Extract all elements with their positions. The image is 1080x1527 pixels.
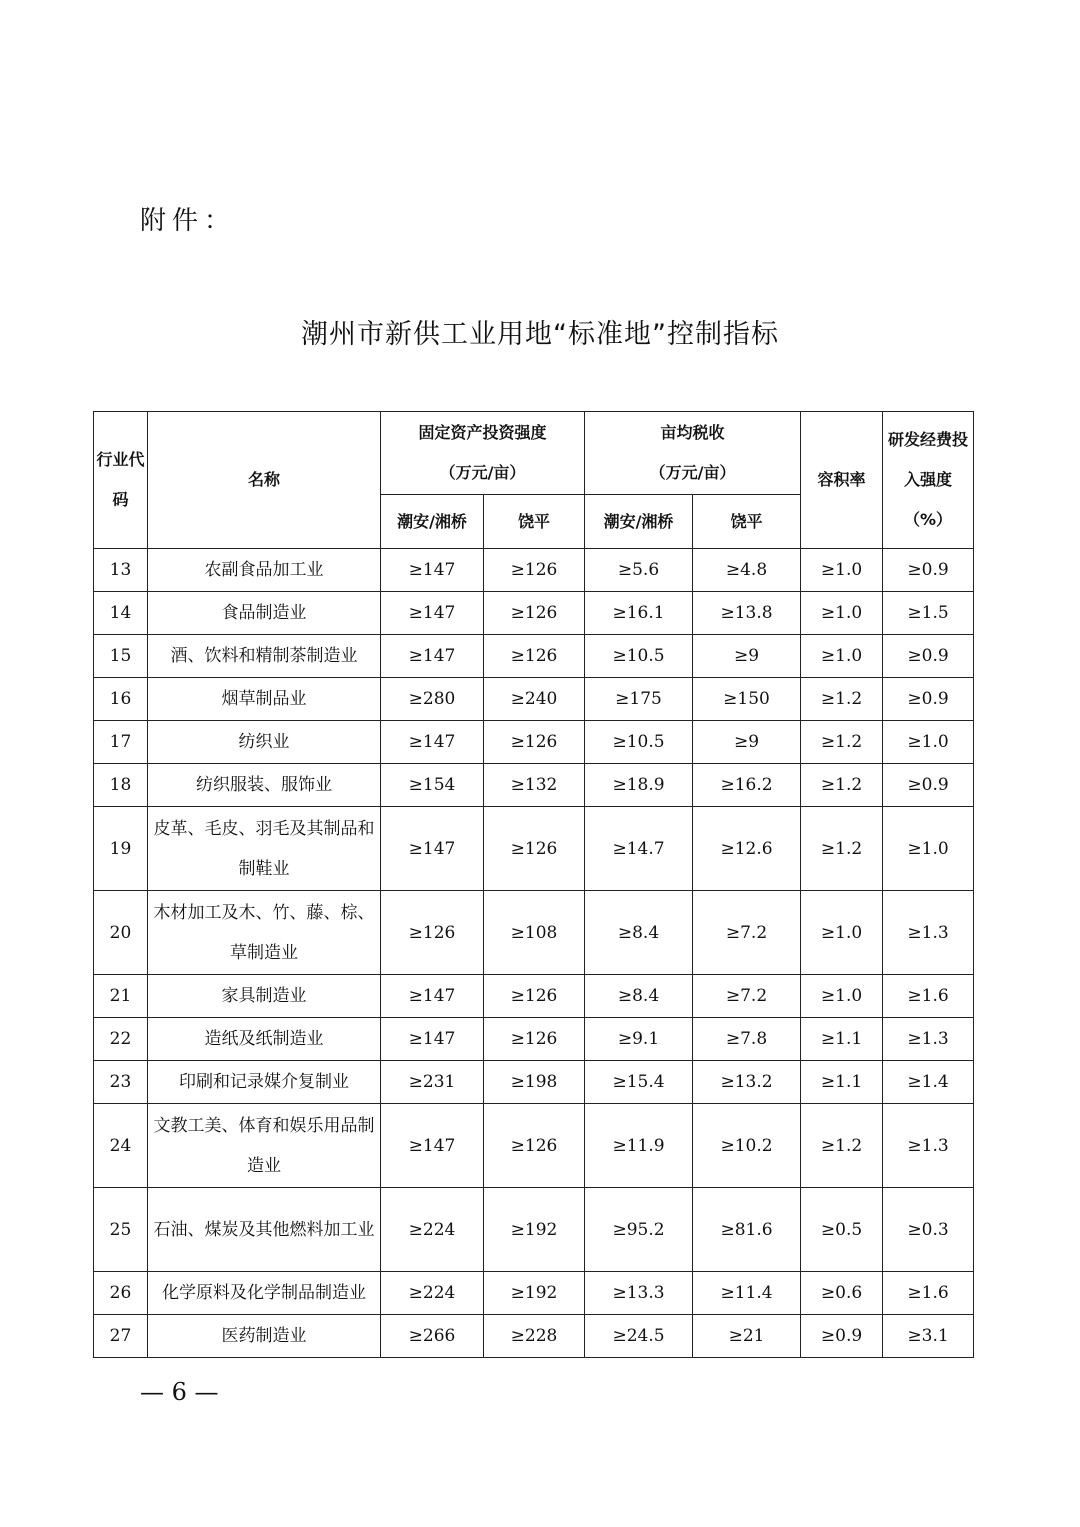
cell-tax-region-a: ≥18.9 [585,764,693,807]
cell-investment-region-b: ≥126 [484,549,585,592]
cell-investment-region-a: ≥147 [381,1104,484,1188]
cell-name: 纺织服装、服饰业 [148,764,381,807]
cell-name: 木材加工及木、竹、藤、棕、草制造业 [148,891,381,975]
cell-rd-intensity: ≥1.3 [883,1104,974,1188]
cell-code: 25 [94,1188,148,1272]
cell-name: 农副食品加工业 [148,549,381,592]
document-title: 潮州市新供工业用地“标准地”控制指标 [301,319,779,350]
cell-investment-region-a: ≥147 [381,975,484,1018]
cell-code: 14 [94,592,148,635]
header-investment-unit: （万元/亩） [439,463,526,482]
cell-tax-region-b: ≥150 [693,678,801,721]
cell-rd-intensity: ≥1.3 [883,1018,974,1061]
cell-rd-intensity: ≥1.6 [883,975,974,1018]
cell-tax-region-b: ≥21 [693,1315,801,1358]
cell-rd-intensity: ≥1.0 [883,807,974,891]
cell-name: 医药制造业 [148,1315,381,1358]
cell-floor-area-ratio: ≥1.1 [801,1061,883,1104]
cell-floor-area-ratio: ≥1.2 [801,721,883,764]
cell-investment-region-b: ≥228 [484,1315,585,1358]
cell-code: 26 [94,1272,148,1315]
cell-rd-intensity: ≥0.9 [883,678,974,721]
cell-tax-region-a: ≥9.1 [585,1018,693,1061]
cell-tax-region-a: ≥16.1 [585,592,693,635]
cell-name: 造纸及纸制造业 [148,1018,381,1061]
table-row [94,635,974,678]
table-row [94,891,974,975]
cell-floor-area-ratio: ≥1.2 [801,807,883,891]
header-tax [585,412,801,495]
header-investment [381,412,585,495]
cell-code: 24 [94,1104,148,1188]
cell-investment-region-a: ≥126 [381,891,484,975]
cell-code: 22 [94,1018,148,1061]
cell-investment-region-a: ≥147 [381,807,484,891]
cell-floor-area-ratio: ≥1.0 [801,975,883,1018]
cell-name: 烟草制品业 [148,678,381,721]
cell-investment-region-a: ≥154 [381,764,484,807]
cell-name: 纺织业 [148,721,381,764]
cell-code: 18 [94,764,148,807]
cell-investment-region-a: ≥231 [381,1061,484,1104]
header-tax-region-a: 潮安/湘桥 [585,495,693,549]
header-tax-unit: （万元/亩） [649,463,736,482]
cell-tax-region-a: ≥24.5 [585,1315,693,1358]
cell-tax-region-a: ≥14.7 [585,807,693,891]
cell-investment-region-a: ≥224 [381,1272,484,1315]
cell-tax-region-b: ≥7.2 [693,891,801,975]
cell-name: 化学原料及化学制品制造业 [148,1272,381,1315]
cell-tax-region-b: ≥9 [693,635,801,678]
table-row [94,1104,974,1188]
cell-tax-region-a: ≥15.4 [585,1061,693,1104]
cell-investment-region-a: ≥147 [381,635,484,678]
cell-floor-area-ratio: ≥1.1 [801,1018,883,1061]
cell-tax-region-b: ≥81.6 [693,1188,801,1272]
cell-investment-region-b: ≥126 [484,807,585,891]
cell-investment-region-b: ≥126 [484,635,585,678]
cell-investment-region-b: ≥132 [484,764,585,807]
cell-floor-area-ratio: ≥1.2 [801,764,883,807]
cell-floor-area-ratio: ≥1.0 [801,592,883,635]
cell-investment-region-b: ≥126 [484,721,585,764]
header-rd-title: 研发经费投入强度 [888,430,969,489]
table-row [94,1272,974,1315]
table-row [94,1061,974,1104]
cell-rd-intensity: ≥1.4 [883,1061,974,1104]
cell-investment-region-b: ≥108 [484,891,585,975]
header-investment-title: 固定资产投资强度 [418,423,547,442]
table-row [94,764,974,807]
table-row [94,975,974,1018]
cell-rd-intensity: ≥0.9 [883,635,974,678]
cell-code: 19 [94,807,148,891]
cell-rd-intensity: ≥1.5 [883,592,974,635]
cell-investment-region-b: ≥198 [484,1061,585,1104]
cell-tax-region-a: ≥5.6 [585,549,693,592]
cell-tax-region-b: ≥12.6 [693,807,801,891]
cell-investment-region-b: ≥126 [484,592,585,635]
cell-name: 印刷和记录媒介复制业 [148,1061,381,1104]
cell-floor-area-ratio: ≥1.0 [801,549,883,592]
cell-code: 23 [94,1061,148,1104]
cell-investment-region-a: ≥147 [381,721,484,764]
cell-floor-area-ratio: ≥0.9 [801,1315,883,1358]
header-floor-area-ratio: 容积率 [801,412,883,549]
cell-tax-region-a: ≥10.5 [585,635,693,678]
cell-tax-region-a: ≥13.3 [585,1272,693,1315]
cell-investment-region-b: ≥240 [484,678,585,721]
indicator-table [93,411,974,1358]
header-rd [883,412,974,549]
cell-investment-region-b: ≥126 [484,1018,585,1061]
cell-rd-intensity: ≥0.9 [883,764,974,807]
cell-floor-area-ratio: ≥1.2 [801,678,883,721]
table-row [94,807,974,891]
header-name: 名称 [148,412,381,549]
cell-floor-area-ratio: ≥1.0 [801,891,883,975]
cell-name: 家具制造业 [148,975,381,1018]
cell-code: 27 [94,1315,148,1358]
cell-name: 石油、煤炭及其他燃料加工业 [148,1188,381,1272]
cell-tax-region-a: ≥8.4 [585,975,693,1018]
table-row [94,592,974,635]
cell-investment-region-a: ≥224 [381,1188,484,1272]
table-row [94,721,974,764]
cell-rd-intensity: ≥0.3 [883,1188,974,1272]
header-rd-unit: （%） [904,510,953,529]
table-row [94,1188,974,1272]
cell-investment-region-a: ≥147 [381,1018,484,1061]
cell-code: 15 [94,635,148,678]
cell-investment-region-b: ≥192 [484,1188,585,1272]
cell-floor-area-ratio: ≥0.5 [801,1188,883,1272]
cell-code: 21 [94,975,148,1018]
header-investment-region-b: 饶平 [484,495,585,549]
cell-tax-region-b: ≥4.8 [693,549,801,592]
table-row [94,1018,974,1061]
cell-tax-region-b: ≥13.8 [693,592,801,635]
header-investment-region-a: 潮安/湘桥 [381,495,484,549]
cell-tax-region-b: ≥11.4 [693,1272,801,1315]
cell-rd-intensity: ≥1.0 [883,721,974,764]
cell-rd-intensity: ≥0.9 [883,549,974,592]
cell-investment-region-a: ≥280 [381,678,484,721]
cell-investment-region-a: ≥147 [381,549,484,592]
table-row [94,549,974,592]
cell-floor-area-ratio: ≥0.6 [801,1272,883,1315]
header-tax-region-b: 饶平 [693,495,801,549]
cell-investment-region-b: ≥126 [484,1104,585,1188]
cell-floor-area-ratio: ≥1.0 [801,635,883,678]
cell-tax-region-b: ≥7.8 [693,1018,801,1061]
cell-name: 文教工美、体育和娱乐用品制造业 [148,1104,381,1188]
cell-rd-intensity: ≥1.6 [883,1272,974,1315]
cell-tax-region-a: ≥95.2 [585,1188,693,1272]
table-body [94,549,974,1358]
cell-tax-region-b: ≥9 [693,721,801,764]
cell-name: 皮革、毛皮、羽毛及其制品和制鞋业 [148,807,381,891]
cell-tax-region-b: ≥16.2 [693,764,801,807]
header-industry-code: 行业代码 [94,412,148,549]
cell-tax-region-b: ≥7.2 [693,975,801,1018]
cell-tax-region-b: ≥13.2 [693,1061,801,1104]
header-tax-title: 亩均税收 [660,423,725,442]
table-row [94,1315,974,1358]
cell-tax-region-a: ≥8.4 [585,891,693,975]
cell-code: 17 [94,721,148,764]
cell-tax-region-a: ≥175 [585,678,693,721]
cell-rd-intensity: ≥1.3 [883,891,974,975]
cell-code: 16 [94,678,148,721]
cell-investment-region-b: ≥126 [484,975,585,1018]
cell-tax-region-a: ≥11.9 [585,1104,693,1188]
attachment-label: 附件： [140,206,237,236]
cell-tax-region-b: ≥10.2 [693,1104,801,1188]
cell-name: 食品制造业 [148,592,381,635]
table-row [94,678,974,721]
cell-investment-region-a: ≥266 [381,1315,484,1358]
cell-code: 13 [94,549,148,592]
cell-investment-region-b: ≥192 [484,1272,585,1315]
cell-floor-area-ratio: ≥1.2 [801,1104,883,1188]
cell-investment-region-a: ≥147 [381,592,484,635]
cell-rd-intensity: ≥3.1 [883,1315,974,1358]
cell-code: 20 [94,891,148,975]
cell-tax-region-a: ≥10.5 [585,721,693,764]
cell-name: 酒、饮料和精制茶制造业 [148,635,381,678]
page-number: — 6 — [140,1378,219,1406]
